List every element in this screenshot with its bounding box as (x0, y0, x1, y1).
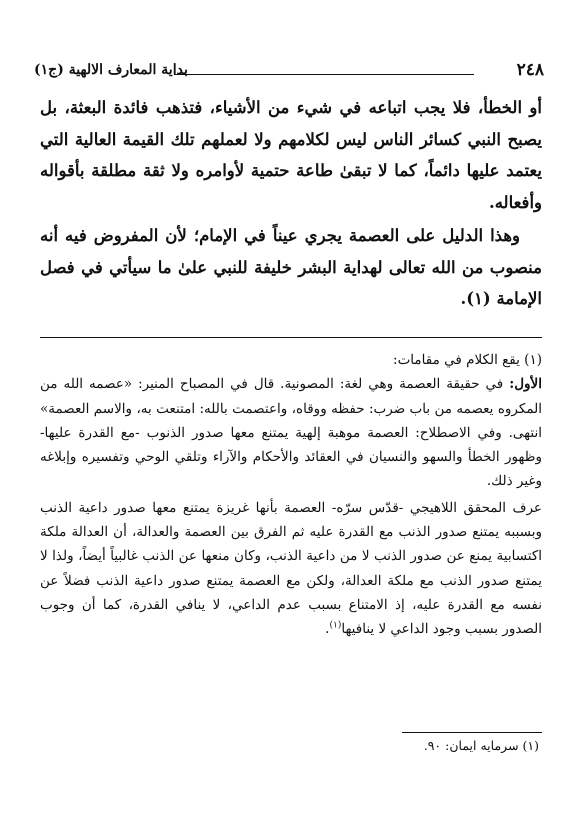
footnote-second-section (40, 496, 542, 642)
page-header (34, 58, 544, 84)
footnote-first-section (40, 372, 542, 493)
body-paragraph-1: أو الخطأ، فلا يجب اتباعه في شيء من الأشياء، فتذهب فائدة البعثة، بل يصبح النبي كسائر الناس ليس لكلامهم ولا لعملهم تلك القيمة العالية التي يعتمد عليها دائماً، كما لا تبقىٰ طاعة حتمية لأوامره ولا ثقة مطلقة بأقواله وأفعاله. (40, 98, 542, 212)
source-note: (١) سرمايه ايمان: ٩٠. (423, 738, 539, 753)
footnote-second-text: عرف المحقق اللاهيجي -قدّس سرّه- العصمة بأنها غريزة يمتنع معها صدور داعية الذنب وبسببه يمتنع صدور الذنب مع القدرة عليه ثم الفرق بين العصمة والعدالة، أن العدالة ملكة اكتسابية يمنع عن صدور الذنب لا من داعية الذنب، وكان منعها عن الذنب غالبياً أيضاً، ولذا لا يمتنع صدور الذنب مع ملكة العدالة، ولكن مع العصمة يمتنع صدور داعية الذنب فضلاً عن نفسه مع القدرة عليه، إذ الامتناع بسبب عدم الداعي، لا ينافي القدرة، كما أن وجوب الصدور بسبب وجود الداعي لا ينافيها (40, 499, 542, 638)
footnote-first-text: في حقيقة العصمة وهي لغة: المصونية. قال في المصباح المنير: «عصمه الله من المكروه يعصمه من باب ضرب: حفظه ووقاه، واعتصمت بالله: امتنعت به، والاسم العصمة» انتهى. وفي الاصطلاح: العصمة موهبة إلهية يمتنع معها صدور الذنوب -مع القدرة عليها- وظهور الخطأ والسهو والنسيان في العقائد والأحكام والآراء وتلقي الوحي وتفسيره وإبلاغه وغير ذلك. (40, 376, 542, 490)
running-title: بداية المعارف الالهية (ج١) (34, 62, 188, 78)
main-text (40, 92, 542, 315)
footnote-reference: (١) (329, 620, 342, 631)
footnote-second-end: . (325, 621, 330, 638)
footnote-intro: (١) يقع الكلام في مقامات: (393, 352, 542, 368)
footnote-block (40, 348, 542, 642)
header-rule (174, 74, 474, 75)
footnote-first-label: الأول: (509, 376, 542, 393)
footnote-divider (40, 337, 542, 338)
page-number: ٢٤٨ (516, 60, 544, 80)
body-paragraph-2: وهذا الدليل على العصمة يجري عيناً في الإمام؛ لأن المفروض فيه أنه منصوب من الله تعالى لهداية البشر خليفة للنبي علىٰ ما سيأتي في فصل الإمامة (١). (40, 226, 542, 308)
source-note-rule (402, 732, 542, 733)
